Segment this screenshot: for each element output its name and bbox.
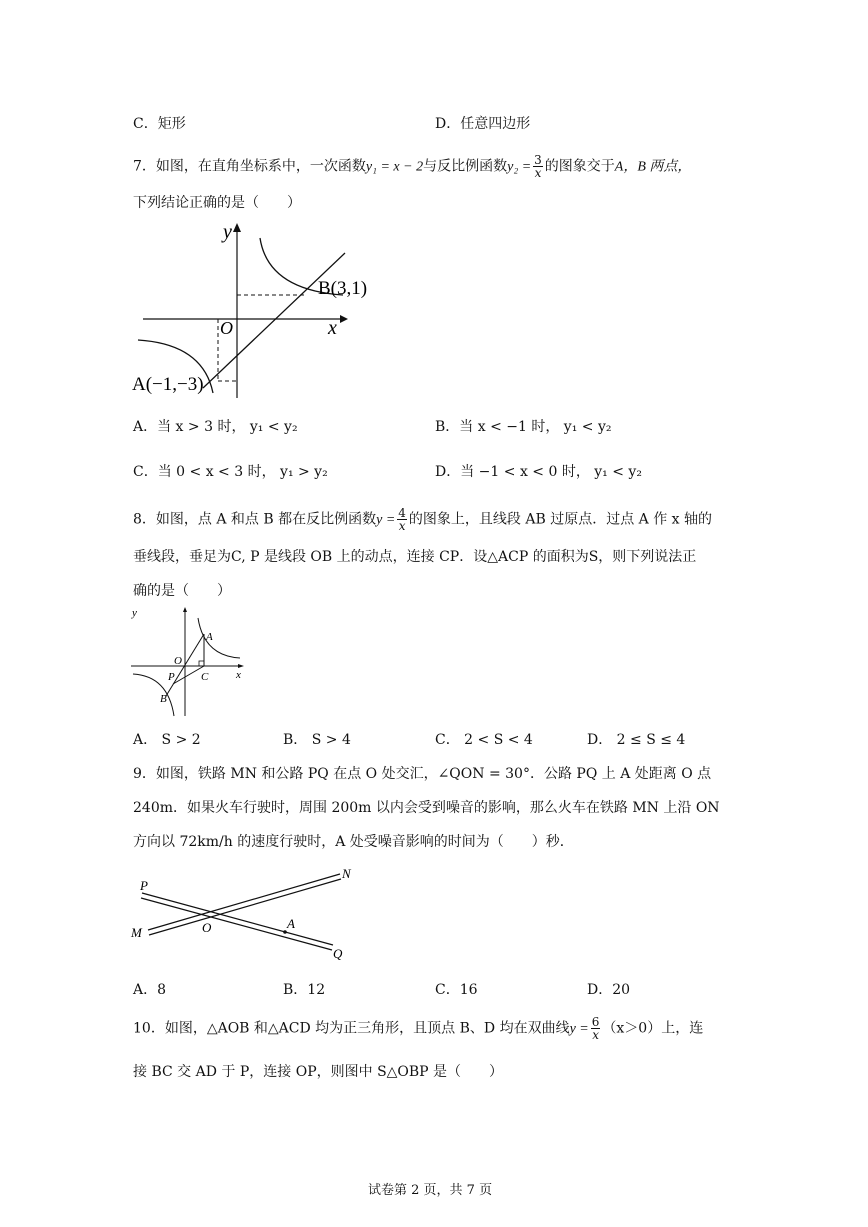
q9-stem-line2: 240m．如果火车行驶时，周围 200m 以内会受到噪音的影响，那么火车在铁路 MN 上沿 ON (133, 800, 720, 816)
q7-fraction: $\frac{3}{x}$ (534, 153, 542, 180)
q8-label-b: B (160, 693, 167, 705)
q9-label-q: Q (333, 946, 343, 961)
q7-option-d: D．当 −1 < x < 0 时， y₁ < y₂ (435, 464, 642, 480)
q8-option-d: D． 2 ≤ S ≤ 4 (587, 732, 686, 748)
q8-segment-cp (173, 666, 204, 684)
q7-stem-line2: 下列结论正确的是（ ） (133, 195, 301, 211)
q9-option-a: A．8 (133, 982, 167, 998)
q9-label-o: O (202, 920, 212, 935)
q7-option-a: A．当 x > 3 时， y₁ < y₂ (133, 419, 298, 435)
q8-fraction: $\frac{4}{x}$ (398, 506, 406, 533)
q8-option-a: A． S > 2 (133, 732, 201, 748)
q8-label-c: C (201, 671, 209, 683)
q8-label-x: x (236, 669, 241, 681)
q8-figure (128, 606, 250, 718)
q8-option-c: C． 2 < S < 4 (435, 732, 533, 748)
q9-stem-line3: 方向以 72km/h 的速度行驶时，A 处受噪音影响的时间为（ ）秒． (133, 834, 574, 850)
q7-option-c: C．当 0 < x < 3 时， y₁ > y₂ (133, 464, 328, 480)
q7-label-b: B(3,1) (318, 278, 368, 299)
q8-label-a: A (206, 631, 213, 643)
q6-option-d: D．任意四边形 (435, 116, 531, 132)
q10-stem-line2: 接 BC 交 AD 于 P，连接 OP，则图中 S△OBP 是（ ） (133, 1064, 504, 1080)
q9-label-a: A (287, 916, 295, 931)
q7-figure (128, 218, 388, 400)
q8-label-y: y (132, 607, 137, 619)
q9-option-b: B．12 (283, 982, 326, 998)
page-footer: 试卷第 2 页，共 7 页 (368, 1183, 493, 1198)
q9-label-n: N (342, 866, 351, 881)
q8-stem-line1: 8．如图，点 A 和点 B 都在反比例函数y = $\frac{4}{x}$ 的图象上，且线段 AB 过原点．过点 A 作 x 轴的 (133, 506, 713, 533)
q6-option-c: C．矩形 (133, 116, 186, 132)
q7-label-a: A(−1,−3) (132, 374, 204, 395)
q8-stem-line2: 垂线段，垂足为C, P 是线段 OB 上的动点，连接 CP．设△ACP 的面积为S，则下列说法正 (133, 549, 697, 565)
q7-label-y: y (223, 221, 232, 243)
q9-road-pq (142, 893, 333, 945)
q8-stem-line3: 确的是（ ） (133, 583, 231, 599)
q9-option-d: D．20 (587, 982, 631, 998)
q7-label-o: O (220, 318, 233, 338)
q8-label-o: O (174, 655, 182, 667)
q9-label-m: M (131, 925, 142, 940)
q7-stem-line1: 7．如图，在直角坐标系中，一次函数y₁ = x − 2与反比例函数y₂ = $\frac{3}{x}$ 的图象交于A，B 两点， (133, 153, 692, 180)
q9-figure (128, 862, 368, 962)
q8-option-b: B． S > 4 (283, 732, 351, 748)
q7-label-x: x (328, 317, 337, 339)
q9-stem-line1: 9．如图，铁路 MN 和公路 PQ 在点 O 处交汇，∠QON = 30°．公路 PQ 上 A 处距离 O 点 (133, 766, 712, 782)
q7-option-b: B．当 x < −1 时， y₁ < y₂ (435, 419, 612, 435)
q7-x-arrow (340, 315, 348, 323)
q7-y-arrow (233, 223, 241, 232)
q9-option-c: C．16 (435, 982, 478, 998)
q10-fraction: $\frac{6}{x}$ (591, 1015, 600, 1042)
q8-label-p: P (168, 671, 175, 683)
q9-label-p: P (140, 878, 148, 893)
q10-stem-line1: 10．如图，△AOB 和△ACD 均为正三角形，且顶点 B、D 均在双曲线y = $\frac{6}{x}$ （x＞0）上，连 (133, 1015, 704, 1042)
